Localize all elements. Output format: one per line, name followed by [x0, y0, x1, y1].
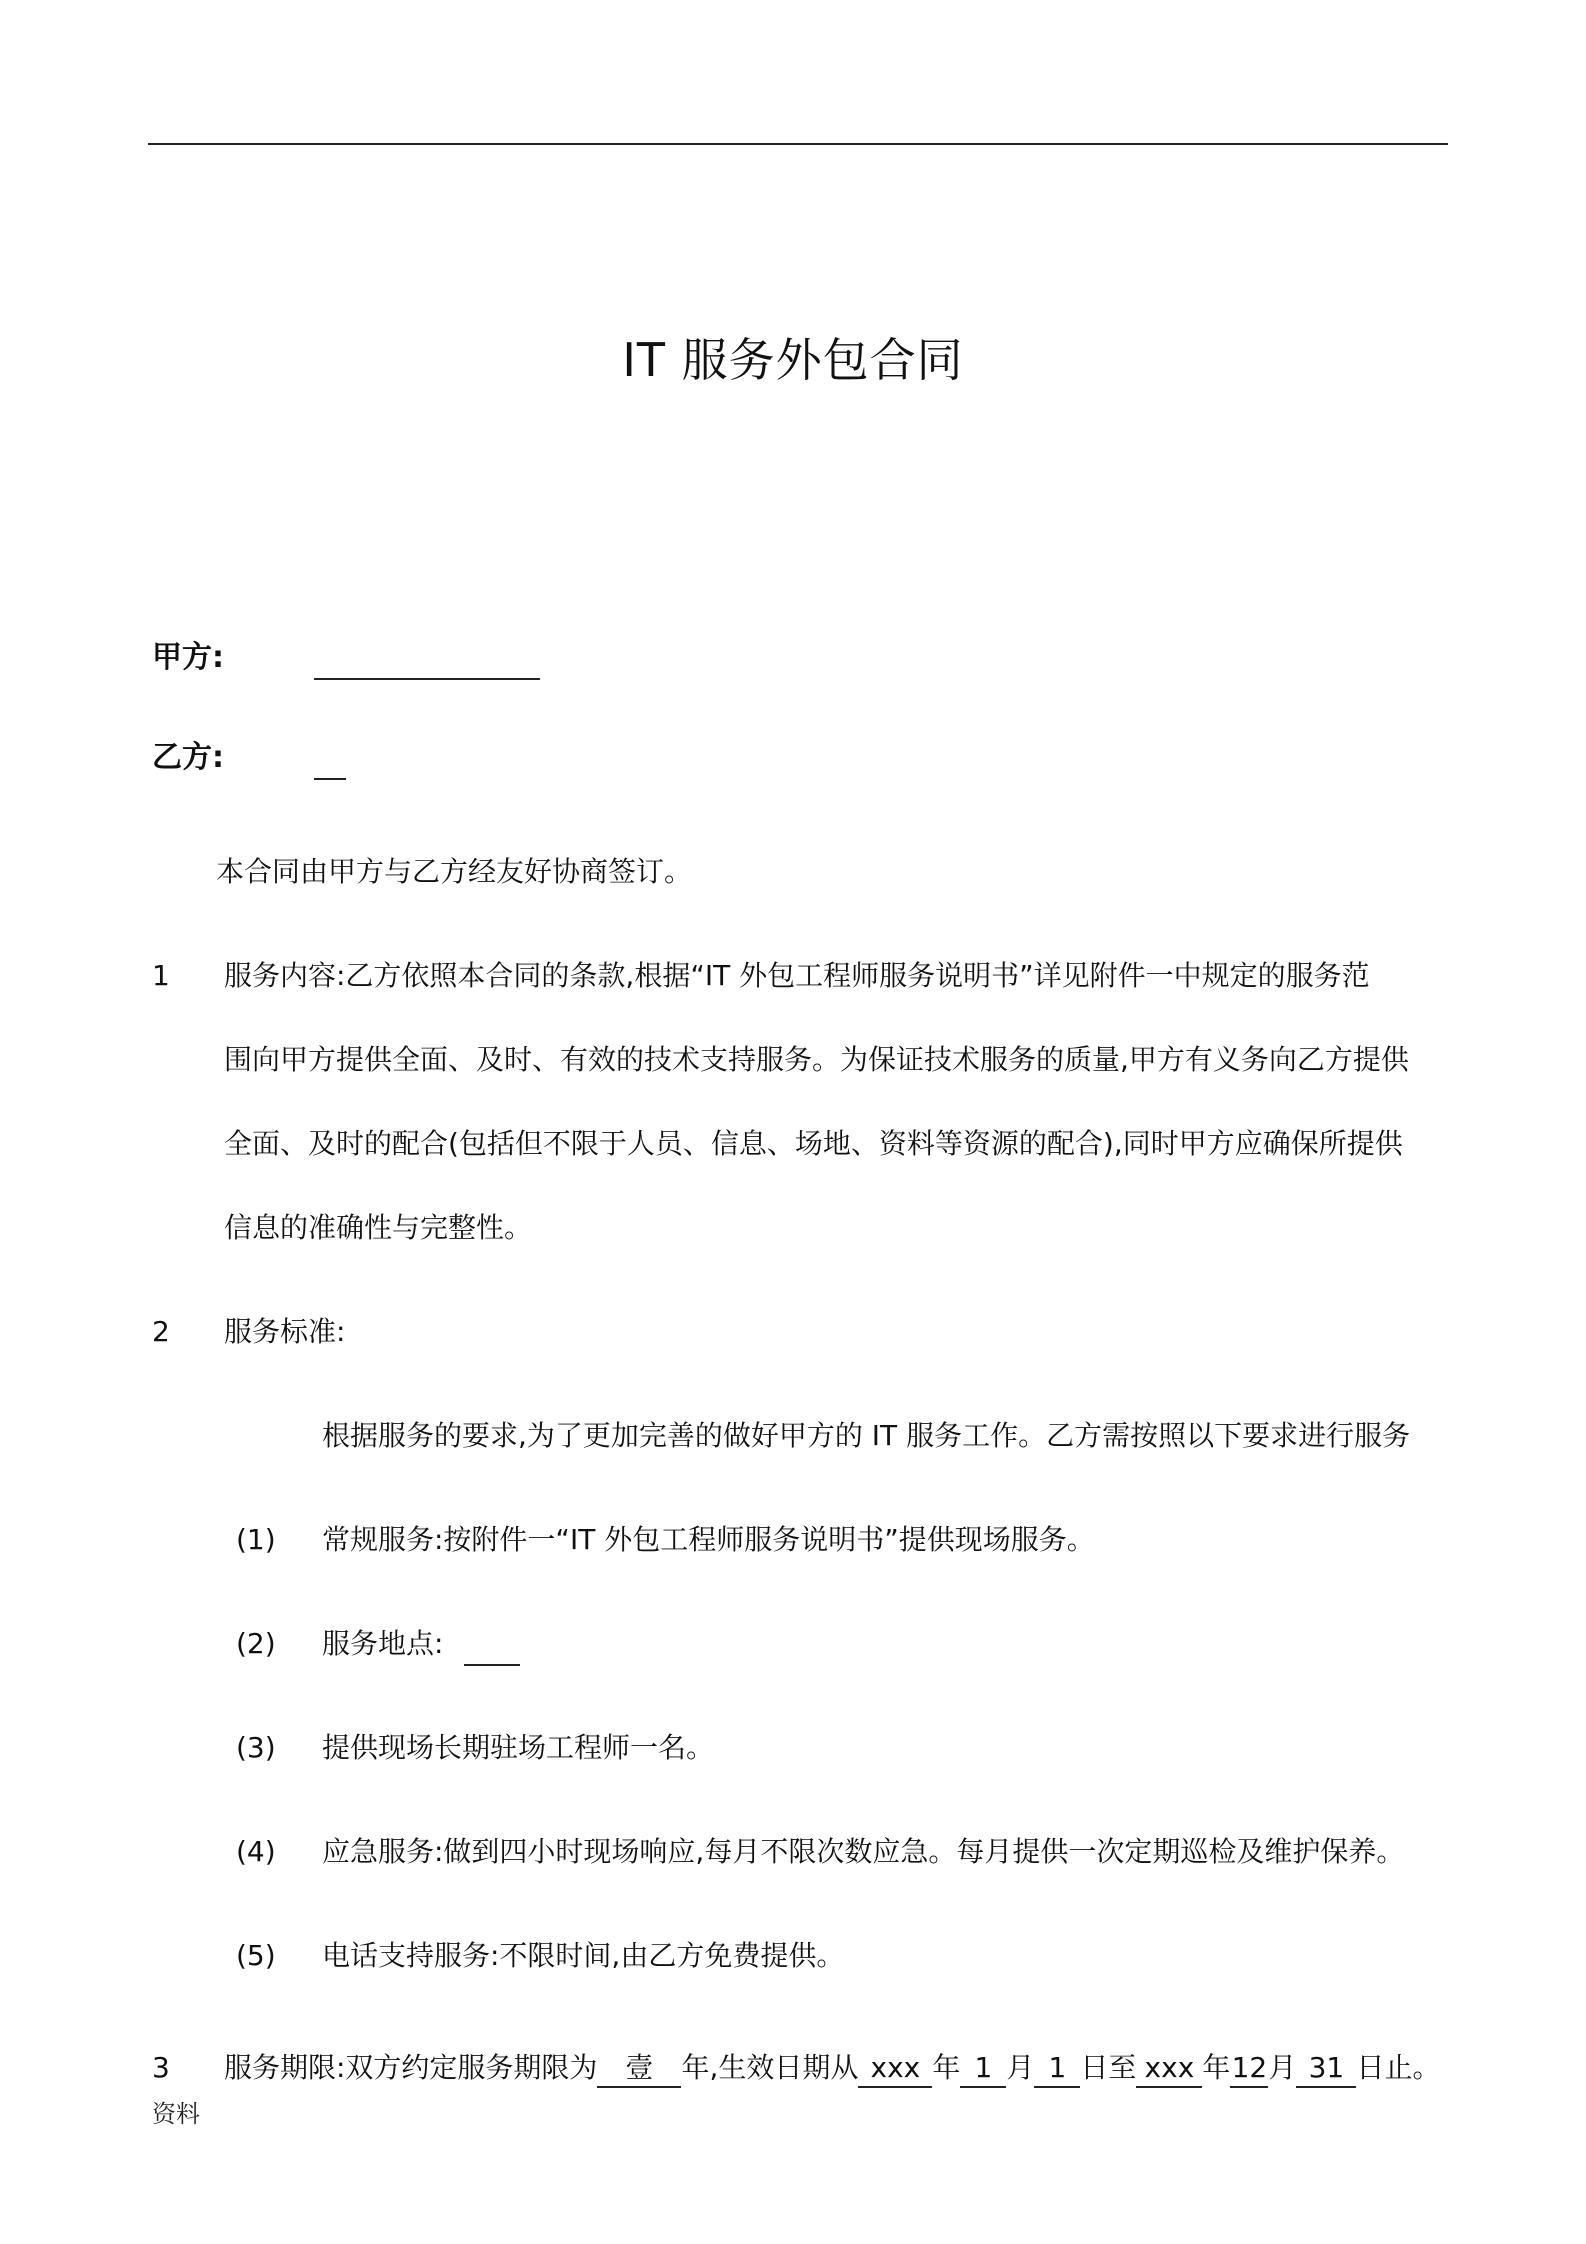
- item-3-text: 提供现场长期驻场工程师一名。: [322, 1731, 715, 1764]
- item-2-number: (2): [236, 1627, 276, 1660]
- party-b-blank: [314, 778, 346, 780]
- service-location-blank: [464, 1664, 520, 1666]
- start-year: xxx: [858, 2050, 932, 2088]
- start-year-unit: 年: [932, 2051, 961, 2084]
- header-rule: [148, 143, 1448, 145]
- end-year-unit: 年: [1202, 2051, 1231, 2084]
- party-b-label: 乙方:: [152, 740, 224, 775]
- item-1-text: 常规服务:按附件一“IT 外包工程师服务说明书”提供现场服务。: [322, 1523, 1095, 1556]
- section-3-number: 3: [152, 2051, 170, 2084]
- party-a-blank: [314, 678, 540, 680]
- document-title: IT 服务外包合同: [622, 333, 964, 387]
- service-term-year-unit: 年: [681, 2051, 710, 2084]
- section-1-number: 1: [152, 959, 170, 992]
- end-month-unit: 月: [1268, 2051, 1297, 2084]
- start-month-unit: 月: [1006, 2051, 1035, 2084]
- date-range-end: 日止。: [1356, 2051, 1441, 2084]
- item-3-number: (3): [236, 1731, 276, 1764]
- section-2-heading: 服务标准:: [224, 1315, 346, 1348]
- item-4-text: 应急服务:做到四小时现场响应,每月不限次数应急。每月提供一次定期巡检及维护保养。: [322, 1835, 1405, 1868]
- item-2-text: 服务地点:: [322, 1627, 444, 1660]
- section-1-line-4: 信息的准确性与完整性。: [224, 1211, 533, 1244]
- section-3-line: [224, 2048, 1440, 2088]
- start-month: 1: [960, 2050, 1006, 2088]
- section-2-intro: 根据服务的要求,为了更加完善的做好甲方的 IT 服务工作。乙方需按照以下要求进行服务: [322, 1419, 1411, 1452]
- item-5-text: 电话支持服务:不限时间,由乙方免费提供。: [322, 1939, 845, 1972]
- end-month: 12: [1230, 2050, 1268, 2088]
- date-range-to: 日至: [1080, 2051, 1137, 2084]
- intro-paragraph: 本合同由甲方与乙方经友好协商签订。: [216, 855, 693, 888]
- section-2-number: 2: [152, 1315, 170, 1348]
- item-1-number: (1): [236, 1523, 276, 1556]
- item-4-number: (4): [236, 1835, 276, 1868]
- section-1-line-2: 围向甲方提供全面、及时、有效的技术支持服务。为保证技术服务的质量,甲方有义务向乙方提供: [224, 1043, 1409, 1076]
- item-5-number: (5): [236, 1939, 276, 1972]
- footer-label: 资料: [152, 2100, 200, 2128]
- section-1-line-1: 服务内容:乙方依照本合同的条款,根据“IT 外包工程师服务说明书”详见附件一中规定的服务范: [224, 959, 1370, 992]
- start-day: 1: [1034, 2050, 1080, 2088]
- end-day: 31: [1296, 2050, 1356, 2088]
- section-1-line-3: 全面、及时的配合(包括但不限于人员、信息、场地、资料等资源的配合),同时甲方应确保所提供: [224, 1127, 1403, 1160]
- party-a-label: 甲方:: [152, 640, 224, 675]
- end-year: xxx: [1136, 2050, 1202, 2088]
- service-term-prefix: 服务期限:双方约定服务期限为: [224, 2051, 598, 2084]
- service-term-value: 壹: [597, 2050, 681, 2088]
- effective-date-prefix: ,生效日期从: [709, 2051, 859, 2084]
